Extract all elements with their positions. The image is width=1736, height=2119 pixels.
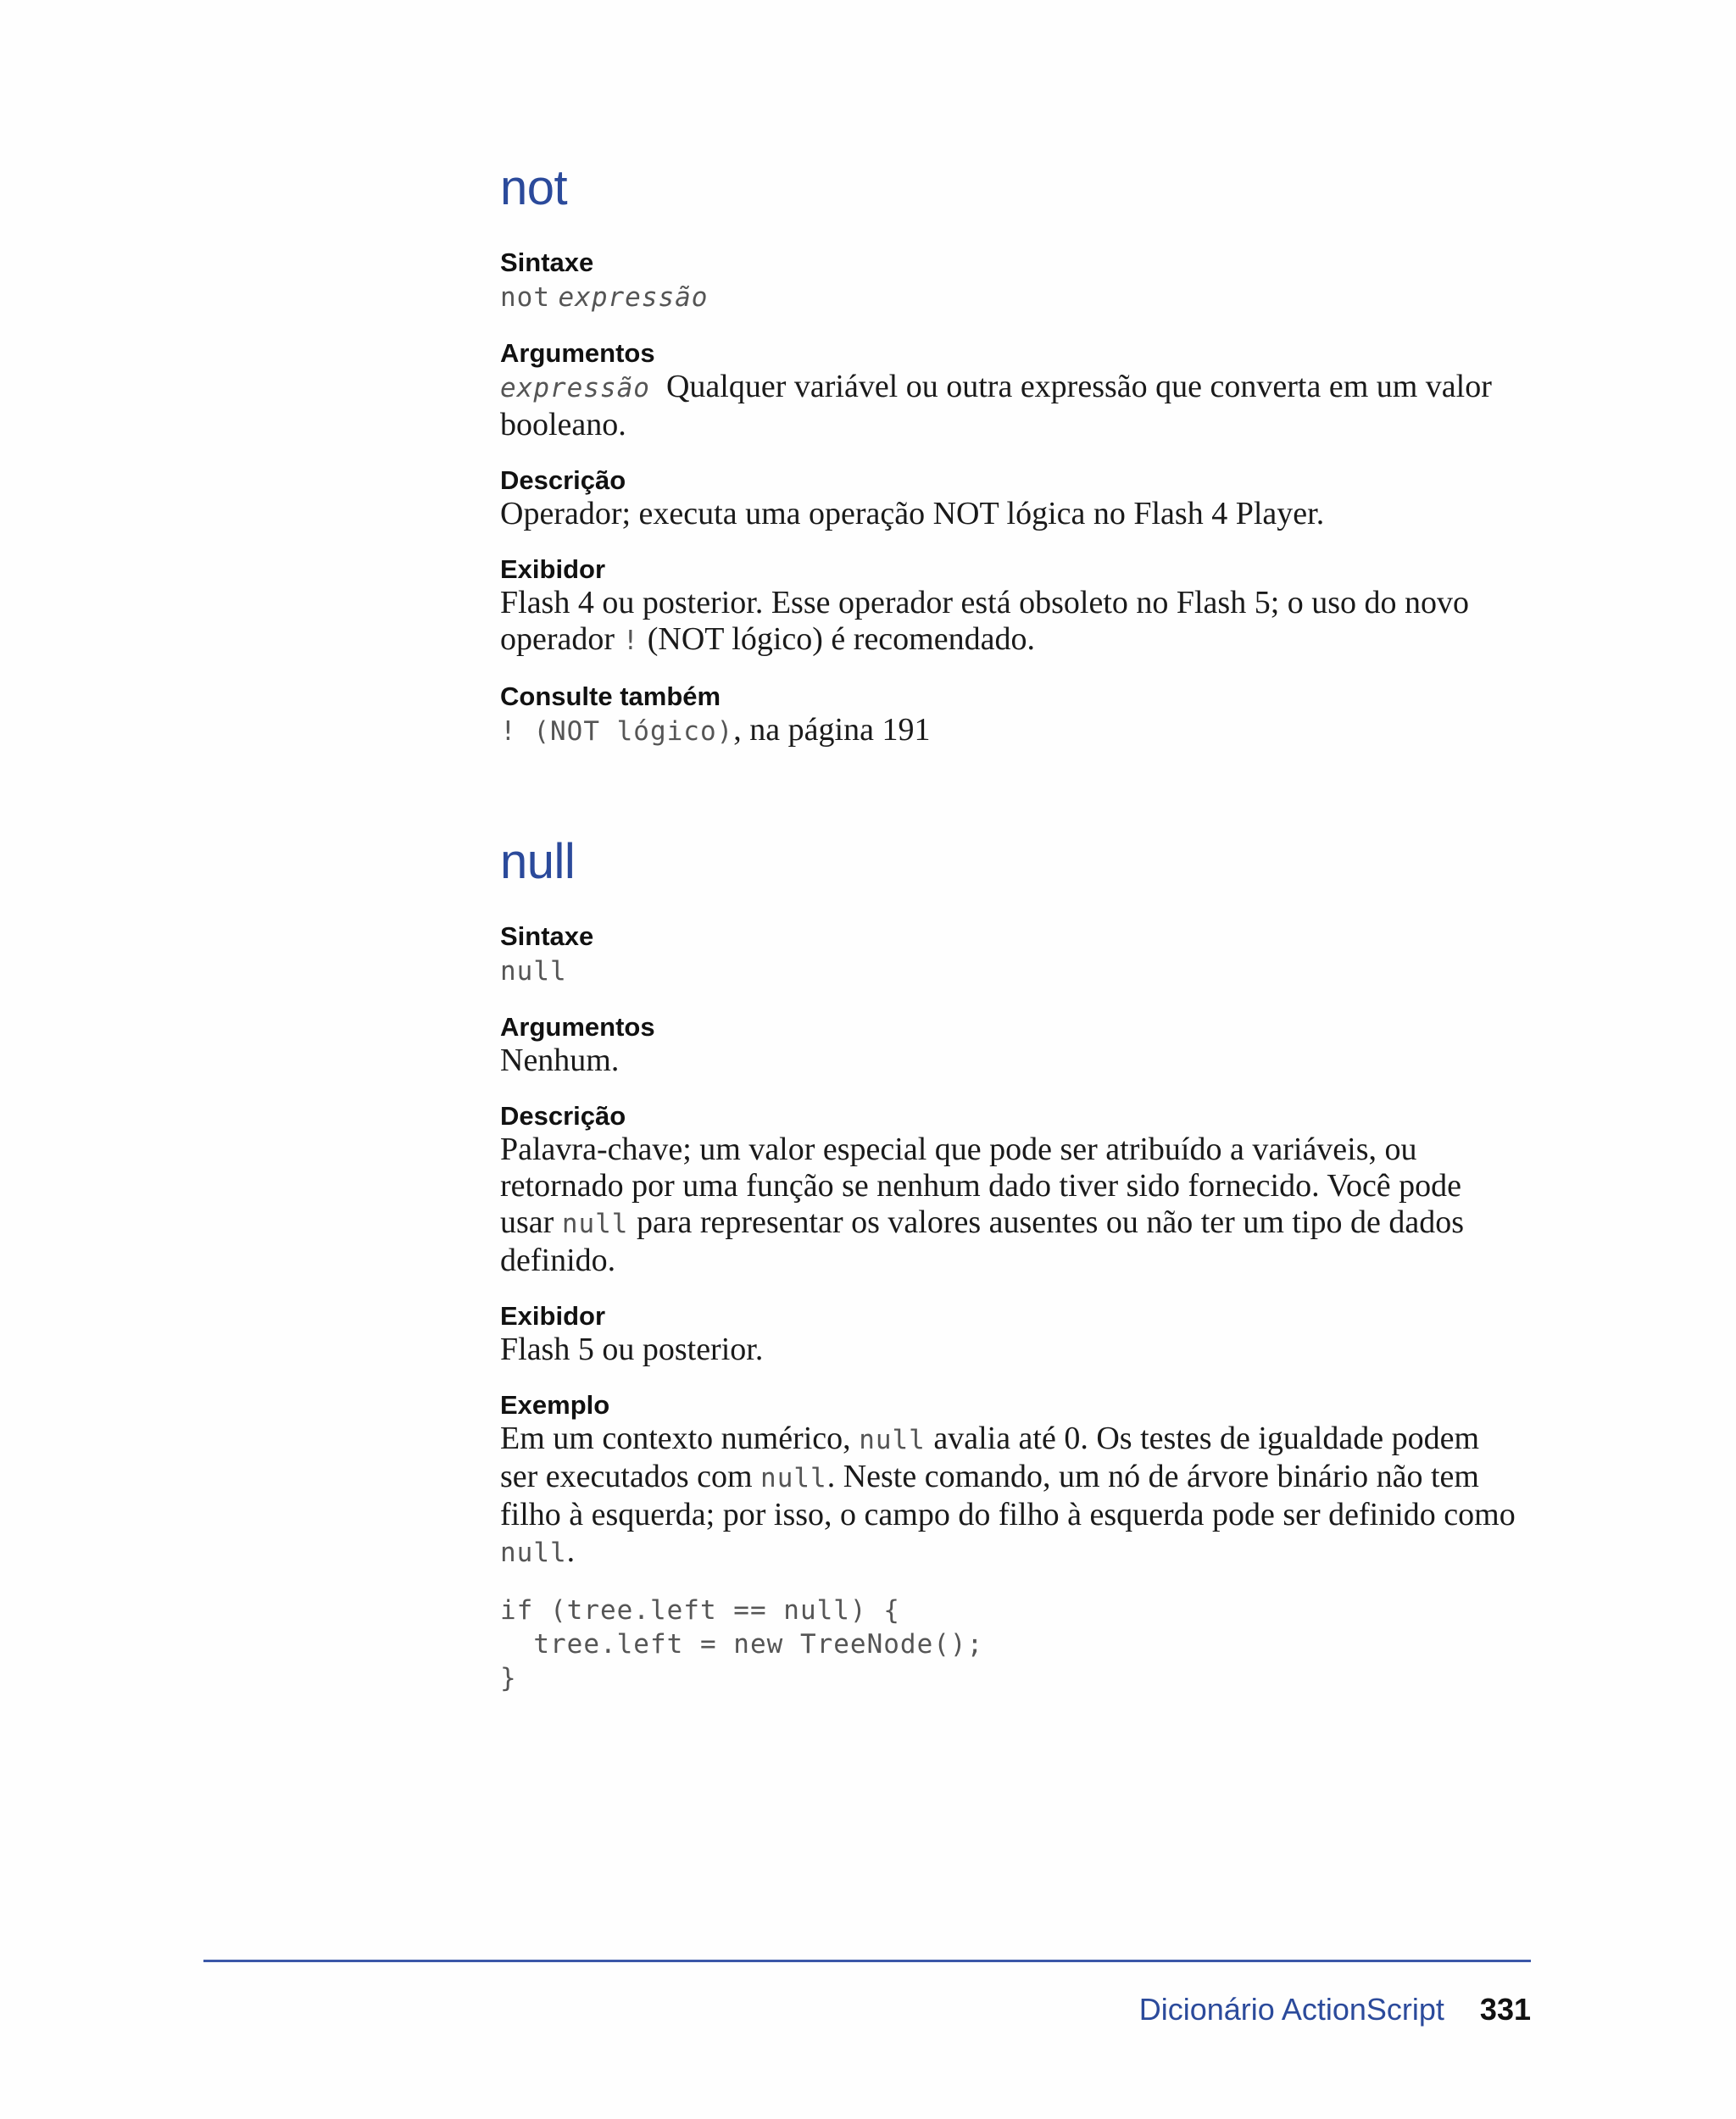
example-text [500, 1421, 1517, 1571]
player-section [500, 554, 1517, 659]
description-part: Palavra-chave; um valor especial que pode ser atribuído a variáveis, ou retornado por uma função se nenhum dado tiver sido fornecido. Você pode usar [500, 1131, 1462, 1240]
arguments-section [500, 1012, 1517, 1079]
example-part: Em um contexto numérico, [500, 1420, 851, 1456]
footer-rule [203, 1960, 1531, 1962]
example-part: avalia até 0. Os testes de igualdade podem ser executados com [500, 1420, 1480, 1494]
syntax-keyword: not [500, 281, 550, 313]
section-label: Exibidor [500, 1300, 606, 1331]
see-also-text [500, 712, 1517, 750]
inline-code: null [859, 1424, 926, 1455]
code-block: if (tree.left == null) { tree.left = new TreeNode(); } [500, 1594, 984, 1694]
syntax-code: null [500, 955, 567, 987]
page-content [500, 161, 1517, 1717]
entry-title: null [500, 833, 576, 889]
inline-code: ! [622, 625, 640, 656]
see-also-link[interactable]: ! (NOT lógico) [500, 715, 734, 747]
entry-null [500, 835, 1517, 1695]
arguments-text [500, 369, 1517, 443]
arguments-text: Nenhum. [500, 1042, 620, 1078]
description-section [500, 1101, 1517, 1279]
syntax-section [500, 247, 1517, 316]
entry-not [500, 161, 1517, 750]
description-section [500, 465, 1517, 532]
example-part: . Neste comando, um nó de árvore binário não tem filho à esquerda; por isso, o campo do filho à esquerda pode ser definido como [500, 1458, 1516, 1532]
syntax-section [500, 921, 1517, 990]
player-text-part: Flash 4 ou posterior. Esse operador está obsoleto no Flash 5; o uso do novo operador [500, 584, 1470, 657]
inline-code: null [500, 1537, 567, 1568]
section-label: Descrição [500, 1100, 626, 1131]
section-label: Exemplo [500, 1389, 610, 1420]
section-label: Descrição [500, 464, 626, 495]
player-text [500, 585, 1517, 659]
description-text: Operador; executa uma operação NOT lógica no Flash 4 Player. [500, 495, 1325, 531]
argument-name: expressão [500, 372, 650, 403]
see-also-section [500, 681, 1517, 750]
description-part: para representar os valores ausentes ou não ter um tipo de dados definido. [500, 1204, 1465, 1278]
entry-spacer [500, 772, 1517, 835]
player-text: Flash 5 ou posterior. [500, 1331, 764, 1367]
footer-title: Dicionário ActionScript [1138, 1992, 1444, 2027]
section-label: Argumentos [500, 337, 655, 368]
inline-code: null [760, 1462, 827, 1493]
page-footer [1139, 1992, 1531, 2027]
syntax-arg: expressão [558, 281, 709, 313]
see-also-page: , na página 191 [733, 711, 931, 748]
syntax-line [500, 278, 1517, 316]
player-text-part: (NOT lógico) é recomendado. [647, 620, 1035, 657]
arguments-section [500, 338, 1517, 443]
section-label: Consulte também [500, 681, 721, 711]
example-part: . [566, 1532, 576, 1569]
syntax-line [500, 952, 1517, 990]
entry-title: not [500, 160, 568, 215]
example-section [500, 1390, 1517, 1695]
section-label: Exibidor [500, 553, 606, 584]
description-text [500, 1132, 1517, 1279]
inline-code: null [561, 1208, 629, 1239]
player-section [500, 1301, 1517, 1368]
page-number: 331 [1479, 1992, 1531, 2027]
section-label: Sintaxe [500, 247, 594, 277]
section-label: Argumentos [500, 1011, 655, 1042]
section-label: Sintaxe [500, 920, 594, 951]
argument-desc: Qualquer variável ou outra expressão que converta em um valor booleano. [500, 368, 1492, 442]
